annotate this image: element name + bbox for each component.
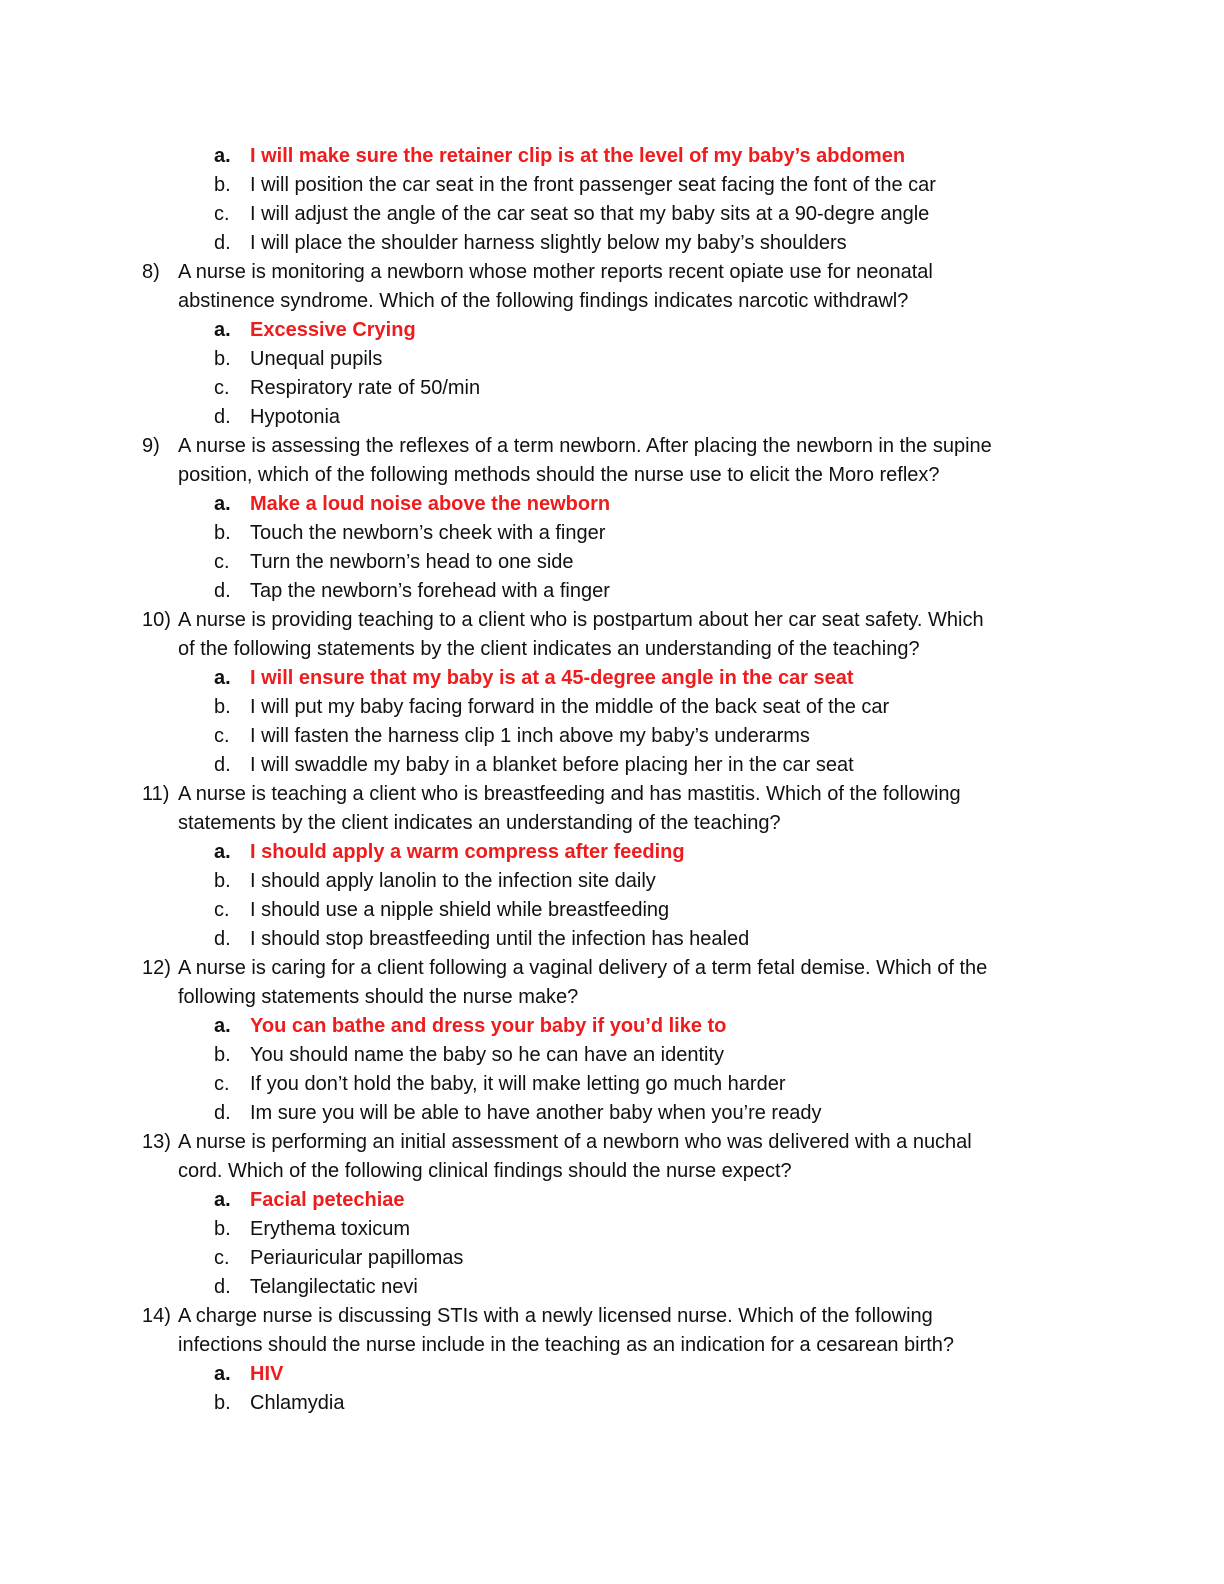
question-stem-line: [142, 780, 1082, 809]
question-stem-line: [142, 1331, 1082, 1360]
question-number: 9): [142, 435, 160, 457]
question-stem-line: [142, 287, 1082, 316]
question-text: A nurse is monitoring a newborn whose mother reports recent opiate use for neonatal: [178, 261, 933, 283]
option-text: Telangilectatic nevi: [250, 1276, 418, 1298]
question-stem-line: [142, 461, 1082, 490]
option-letter: d.: [214, 1276, 231, 1298]
question-stem-line: [142, 809, 1082, 838]
option-letter: c.: [214, 1073, 230, 1095]
option-text: Turn the newborn’s head to one side: [250, 551, 574, 573]
answer-option: [142, 1215, 1082, 1244]
option-letter: b.: [214, 1392, 231, 1414]
answer-option: [142, 1389, 1082, 1418]
option-letter: c.: [214, 551, 230, 573]
answer-option: [142, 1186, 1082, 1215]
answer-option: [142, 838, 1082, 867]
option-text: Touch the newborn’s cheek with a finger: [250, 522, 606, 544]
option-letter: c.: [214, 725, 230, 747]
option-text: I should stop breastfeeding until the infection has healed: [250, 928, 750, 950]
question-text: of the following statements by the client indicates an understanding of the teaching?: [178, 638, 920, 660]
question-text: A nurse is caring for a client following a vaginal delivery of a term fetal demise. Which of the: [178, 957, 988, 979]
option-text: Chlamydia: [250, 1392, 345, 1414]
option-text: If you don’t hold the baby, it will make letting go much harder: [250, 1073, 786, 1095]
question-stem-line: [142, 606, 1082, 635]
option-letter: d.: [214, 754, 231, 776]
question-text: A nurse is performing an initial assessment of a newborn who was delivered with a nuchal: [178, 1131, 972, 1153]
answer-option: [142, 751, 1082, 780]
answer-option: [142, 1041, 1082, 1070]
answer-option: [142, 519, 1082, 548]
question-text: infections should the nurse include in the teaching as an indication for a cesarean birth?: [178, 1334, 955, 1356]
question-text: A charge nurse is discussing STIs with a newly licensed nurse. Which of the following: [178, 1305, 933, 1327]
correct-answer-text: I should apply a warm compress after feeding: [250, 841, 685, 863]
answer-option: [142, 1244, 1082, 1273]
correct-answer-text: Excessive Crying: [250, 319, 416, 341]
answer-option: [142, 1360, 1082, 1389]
option-letter: a.: [214, 1363, 231, 1385]
answer-option: [142, 722, 1082, 751]
question-number: 13): [142, 1131, 171, 1153]
question-text: position, which of the following methods should the nurse use to elicit the Moro reflex?: [178, 464, 940, 486]
answer-option: [142, 142, 1082, 171]
option-letter: b.: [214, 348, 231, 370]
answer-option: [142, 925, 1082, 954]
question-number: 8): [142, 261, 160, 283]
option-text: I should use a nipple shield while breastfeeding: [250, 899, 670, 921]
answer-option: [142, 548, 1082, 577]
answer-option: [142, 577, 1082, 606]
option-letter: b.: [214, 522, 231, 544]
option-letter: c.: [214, 377, 230, 399]
option-letter: a.: [214, 145, 231, 167]
question-number: 11): [142, 783, 170, 805]
question-text: A nurse is teaching a client who is breastfeeding and has mastitis. Which of the following: [178, 783, 961, 805]
option-text: I will swaddle my baby in a blanket before placing her in the car seat: [250, 754, 854, 776]
option-text: I will place the shoulder harness slightly below my baby’s shoulders: [250, 232, 847, 254]
answer-option: [142, 1012, 1082, 1041]
option-text: I should apply lanolin to the infection site daily: [250, 870, 656, 892]
answer-option: [142, 664, 1082, 693]
quiz-content: [142, 142, 1082, 1418]
answer-option: [142, 374, 1082, 403]
question-number: 14): [142, 1305, 171, 1327]
answer-option: [142, 1273, 1082, 1302]
question-stem-line: [142, 1302, 1082, 1331]
answer-option: [142, 403, 1082, 432]
answer-option: [142, 200, 1082, 229]
question-text: statements by the client indicates an understanding of the teaching?: [178, 812, 781, 834]
option-letter: c.: [214, 203, 230, 225]
question-stem-line: [142, 635, 1082, 664]
option-text: Periauricular papillomas: [250, 1247, 464, 1269]
option-text: I will adjust the angle of the car seat so that my baby sits at a 90-degre angle: [250, 203, 930, 225]
question-stem-line: [142, 983, 1082, 1012]
option-letter: b.: [214, 1044, 231, 1066]
option-letter: a.: [214, 1015, 231, 1037]
option-letter: a.: [214, 493, 231, 515]
question-text: A nurse is providing teaching to a client who is postpartum about her car seat safety. Which: [178, 609, 984, 631]
question-stem-line: [142, 258, 1082, 287]
option-letter: b.: [214, 870, 231, 892]
option-letter: d.: [214, 232, 231, 254]
option-text: You should name the baby so he can have an identity: [250, 1044, 725, 1066]
option-letter: c.: [214, 899, 230, 921]
option-letter: c.: [214, 1247, 230, 1269]
correct-answer-text: HIV: [250, 1363, 284, 1385]
option-letter: d.: [214, 406, 231, 428]
option-text: Respiratory rate of 50/min: [250, 377, 481, 399]
answer-option: [142, 1070, 1082, 1099]
correct-answer-text: I will make sure the retainer clip is at the level of my baby’s abdomen: [250, 145, 906, 167]
option-letter: d.: [214, 1102, 231, 1124]
question-text: following statements should the nurse make?: [178, 986, 579, 1008]
option-letter: d.: [214, 928, 231, 950]
correct-answer-text: I will ensure that my baby is at a 45-degree angle in the car seat: [250, 667, 854, 689]
option-letter: a.: [214, 1189, 231, 1211]
question-stem-line: [142, 432, 1082, 461]
answer-option: [142, 867, 1082, 896]
answer-option: [142, 896, 1082, 925]
question-stem-line: [142, 1128, 1082, 1157]
answer-option: [142, 345, 1082, 374]
answer-option: [142, 171, 1082, 200]
question-text: A nurse is assessing the reflexes of a term newborn. After placing the newborn in the supine: [178, 435, 992, 457]
answer-option: [142, 490, 1082, 519]
correct-answer-text: Make a loud noise above the newborn: [250, 493, 611, 515]
answer-option: [142, 316, 1082, 345]
option-text: Tap the newborn’s forehead with a finger: [250, 580, 610, 602]
answer-option: [142, 229, 1082, 258]
option-letter: b.: [214, 174, 231, 196]
option-text: Hypotonia: [250, 406, 341, 428]
option-letter: a.: [214, 319, 231, 341]
option-text: Erythema toxicum: [250, 1218, 411, 1240]
option-text: Im sure you will be able to have another baby when you’re ready: [250, 1102, 822, 1124]
option-letter: a.: [214, 841, 231, 863]
question-stem-line: [142, 1157, 1082, 1186]
question-number: 10): [142, 609, 171, 631]
option-text: Unequal pupils: [250, 348, 383, 370]
correct-answer-text: Facial petechiae: [250, 1189, 405, 1211]
option-text: I will fasten the harness clip 1 inch above my baby’s underarms: [250, 725, 810, 747]
option-letter: a.: [214, 667, 231, 689]
question-number: 12): [142, 957, 171, 979]
answer-option: [142, 693, 1082, 722]
question-text: cord. Which of the following clinical findings should the nurse expect?: [178, 1160, 792, 1182]
option-text: I will position the car seat in the front passenger seat facing the font of the car: [250, 174, 936, 196]
option-letter: d.: [214, 580, 231, 602]
question-text: abstinence syndrome. Which of the following findings indicates narcotic withdrawl?: [178, 290, 909, 312]
option-text: I will put my baby facing forward in the middle of the back seat of the car: [250, 696, 890, 718]
correct-answer-text: You can bathe and dress your baby if you’d like to: [250, 1015, 727, 1037]
question-stem-line: [142, 954, 1082, 983]
option-letter: b.: [214, 696, 231, 718]
answer-option: [142, 1099, 1082, 1128]
option-letter: b.: [214, 1218, 231, 1240]
